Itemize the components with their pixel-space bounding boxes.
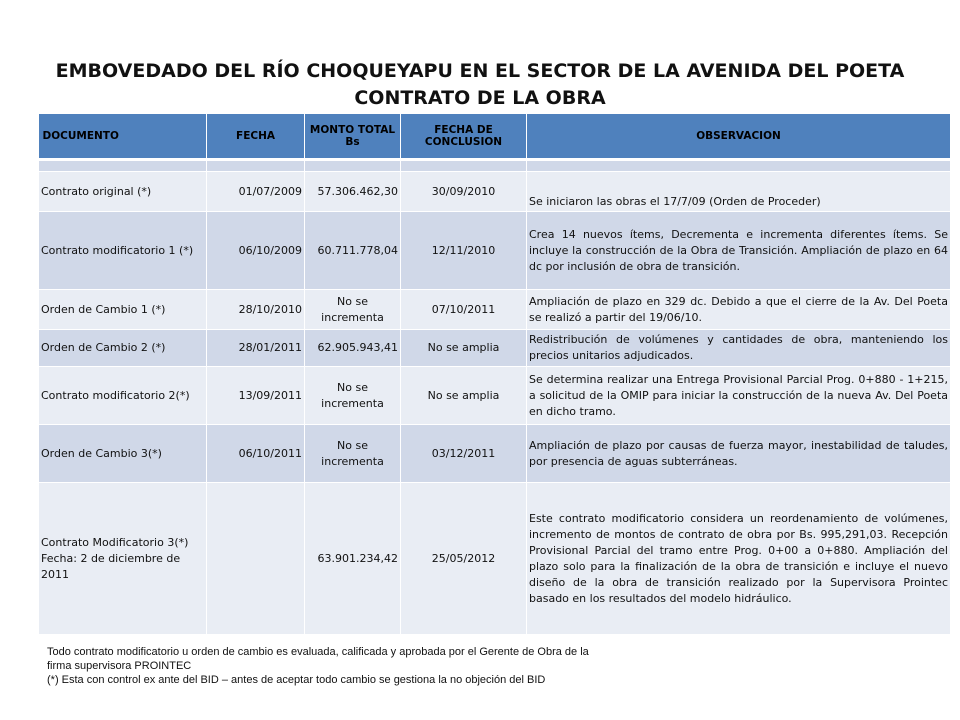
cell-fecha: [207, 483, 305, 635]
table-row: [39, 212, 951, 290]
cell-documento: Contrato modificatorio 1 (*): [39, 212, 207, 290]
header-observacion: OBSERVACION: [527, 114, 951, 160]
table-row: [39, 367, 951, 425]
footnote: [47, 645, 727, 687]
cell-observacion: Crea 14 nuevos ítems, Decrementa e incrementa diferentes ítems. Se incluye la construcción de la Obra de Transición. Ampliación de plazo en 64 dc por inclusión de obra de transición.: [527, 212, 951, 290]
footnote-line-1: Todo contrato modificatorio u orden de cambio es evaluada, calificada y aprobada por el Gerente de Obra de la: [47, 646, 589, 658]
cell-conclusion: 12/11/2010: [401, 212, 527, 290]
cell-conclusion: 25/05/2012: [401, 483, 527, 635]
cell-conclusion: 07/10/2011: [401, 290, 527, 330]
cell-documento-line: Contrato Modificatorio 3(*): [41, 535, 189, 549]
cell-documento: Contrato original (*): [39, 172, 207, 212]
cell-observacion: Se determina realizar una Entrega Provisional Parcial Prog. 0+880 - 1+215, a solicitud de la OMIP para iniciar la construcción de la nueva Av. Del Poeta en dicho tramo.: [527, 367, 951, 425]
cell-monto: No se incrementa: [305, 290, 401, 330]
header-monto: MONTO TOTAL Bs: [305, 114, 401, 160]
cell-documento: Orden de Cambio 1 (*): [39, 290, 207, 330]
cell-conclusion: 03/12/2011: [401, 425, 527, 483]
cell-fecha: 06/10/2011: [207, 425, 305, 483]
cell-monto: 63.901.234,42: [305, 483, 401, 635]
cell-monto: No se incrementa: [305, 425, 401, 483]
table-row: [39, 330, 951, 367]
cell-documento: Orden de Cambio 2 (*): [39, 330, 207, 367]
cell-documento: [39, 483, 207, 635]
cell-conclusion: 30/09/2010: [401, 172, 527, 212]
cell-conclusion: No se amplia: [401, 330, 527, 367]
header-fecha: FECHA: [207, 114, 305, 160]
cell-fecha: 01/07/2009: [207, 172, 305, 212]
cell-observacion: Ampliación de plazo en 329 dc. Debido a que el cierre de la Av. Del Poeta se realizó a partir del 19/06/10.: [527, 290, 951, 330]
title-line-1: EMBOVEDADO DEL RÍO CHOQUEYAPU EN EL SECTOR DE LA AVENIDA DEL POETA: [55, 60, 905, 82]
footnote-line-2: firma supervisora PROINTEC: [47, 660, 192, 672]
header-documento: DOCUMENTO: [39, 114, 207, 160]
cell-monto: 62.905.943,41: [305, 330, 401, 367]
cell-fecha: 28/01/2011: [207, 330, 305, 367]
table-row: [39, 425, 951, 483]
page-title: [0, 58, 960, 112]
cell-monto: 57.306.462,30: [305, 172, 401, 212]
cell-documento-date: Fecha: 2 de diciembre de 2011: [41, 551, 181, 581]
title-line-2: CONTRATO DE LA OBRA: [354, 87, 606, 109]
cell-conclusion: No se amplia: [401, 367, 527, 425]
footnote-line-3: (*) Esta con control ex ante del BID – antes de aceptar todo cambio se gestiona la no objeción del BID: [47, 674, 546, 686]
table-header-row: [39, 114, 951, 160]
cell-monto: No se incrementa: [305, 367, 401, 425]
cell-monto: 60.711.778,04: [305, 212, 401, 290]
cell-fecha: 06/10/2009: [207, 212, 305, 290]
table-row: [39, 290, 951, 330]
spacer-row: [39, 160, 951, 172]
cell-documento: Contrato modificatorio 2(*): [39, 367, 207, 425]
header-fecha-conclusion: FECHA DE CONCLUSION: [401, 114, 527, 160]
table-row: [39, 172, 951, 212]
cell-observacion: Ampliación de plazo por causas de fuerza mayor, inestabilidad de taludes, por presencia de aguas subterráneas.: [527, 425, 951, 483]
cell-documento: Orden de Cambio 3(*): [39, 425, 207, 483]
cell-fecha: 13/09/2011: [207, 367, 305, 425]
cell-fecha: 28/10/2010: [207, 290, 305, 330]
contract-table: [38, 114, 951, 635]
table-row: [39, 483, 951, 635]
cell-observacion: Se iniciaron las obras el 17/7/09 (Orden de Proceder): [527, 172, 951, 212]
cell-observacion: Redistribución de volúmenes y cantidades de obra, manteniendo los precios unitarios adjudicados.: [527, 330, 951, 367]
cell-observacion: Este contrato modificatorio considera un reordenamiento de volúmenes, incremento de montos de contrato de obra por Bs. 995,291,03. Recepción Provisional Parcial del tramo entre Prog. 0+00 a 0+880. Ampliación del plazo solo para la finalización de la obra de transición e incluye el nuevo diseño de la obra de transición realizado por la Supervisora Prointec basado en los resultados del modelo hidráulico.: [527, 483, 951, 635]
